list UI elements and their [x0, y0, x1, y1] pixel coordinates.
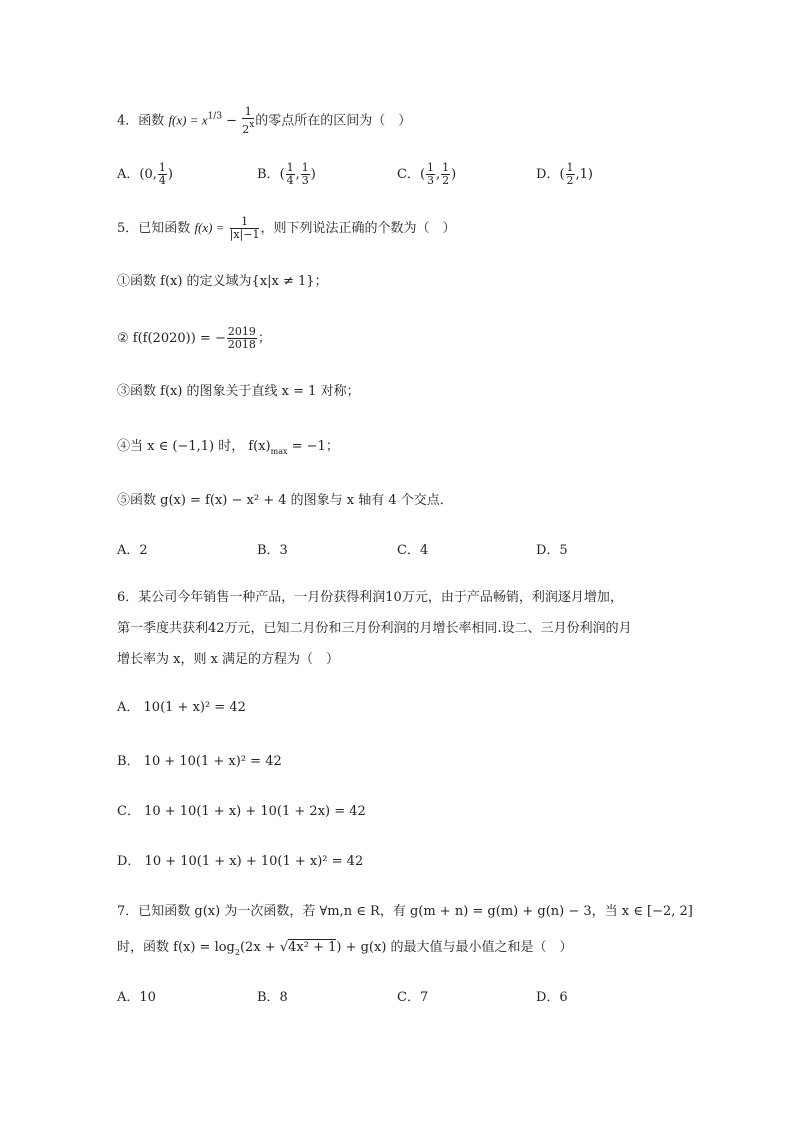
q5-option-c: C．4	[397, 543, 429, 558]
q6-option-d: D． 10 + 10(1 + x) + 10(1 + x)² = 42	[117, 854, 364, 869]
q4-option-d: D．( $\frac{1}{2}$ ,1)	[536, 161, 593, 187]
q7-stem-line-1: 7．已知函数 g(x) 为一次函数，若 ∀m,n ∈ R，有 g(m + n) = g(m) + g(n) − 3，当 x ∈ [−2, 2]	[117, 904, 693, 919]
q7-option-a: A．10	[117, 990, 156, 1005]
q6-stem-line-1: 6．某公司今年销售一种产品，一月份获得利润10万元，由于产品畅销，利润逐月增加，	[117, 590, 623, 605]
q5-item-4: ④当 x ∈ (−1,1) 时， $f(x)_{max} = -1$；	[117, 439, 339, 456]
q5-item-2: ② f(f(2020)) = − $\frac{2019}{2018}$ ；	[117, 325, 271, 351]
q7-option-c: C．7	[397, 990, 429, 1005]
q7-option-b: B．8	[257, 990, 288, 1005]
q6-option-c: C． 10 + 10(1 + x) + 10(1 + 2x) = 42	[117, 804, 366, 819]
q4-option-c: C．( $\frac{1}{3}$ , $\frac{1}{2}$ )	[397, 161, 457, 187]
q4-stem: 4．函数 $f(x) = x^{1/3}$ − $\frac{1}{2^x}$ 的零点所在的区间为（ ）	[117, 105, 412, 136]
q5-fraction: $\frac{1}{|x|-1}$	[229, 215, 260, 241]
q5-stem: 5．已知函数 f(x) = $\frac{1}{|x|-1}$ ，则下列说法正确的个数为（ ）	[117, 215, 456, 241]
q6-stem-line-2: 第一季度共获利42万元，已知二月份和三月份利润的月增长率相同.设二、三月份利润的月	[117, 621, 632, 636]
q4-fraction: $\frac{1}{2^x}$	[242, 105, 255, 136]
q5-option-b: B．3	[257, 543, 288, 558]
q6-stem-line-3: 增长率为 x，则 x 满足的方程为（ ）	[117, 652, 340, 667]
q5-option-a: A．2	[117, 543, 148, 558]
q6-option-a: A． 10(1 + x)² = 42	[117, 700, 246, 715]
q4-option-a: A．(0, $\frac{1}{4}$ )	[117, 161, 173, 187]
q5-option-d: D．5	[536, 543, 568, 558]
q4-option-b: B．( $\frac{1}{4}$ , $\frac{1}{3}$ )	[257, 161, 316, 187]
q5-item-5: ⑤函数 g(x) = f(x) − x² + 4 的图象与 x 轴有 4 个交点．	[117, 493, 453, 508]
q5-item-3: ③函数 f(x) 的图象关于直线 x = 1 对称；	[117, 384, 360, 399]
q5-item-1: ①函数 f(x) 的定义域为{x|x ≠ 1}；	[117, 274, 328, 289]
q7-option-d: D．6	[536, 990, 568, 1005]
q7-stem-line-2: 时，函数 $f(x) = \log_2(2x + √4x^2 + 1) + g(x)$ 的最大值与最小值之和是（ ）	[117, 940, 573, 957]
q6-option-b: B． 10 + 10(1 + x)² = 42	[117, 754, 282, 769]
